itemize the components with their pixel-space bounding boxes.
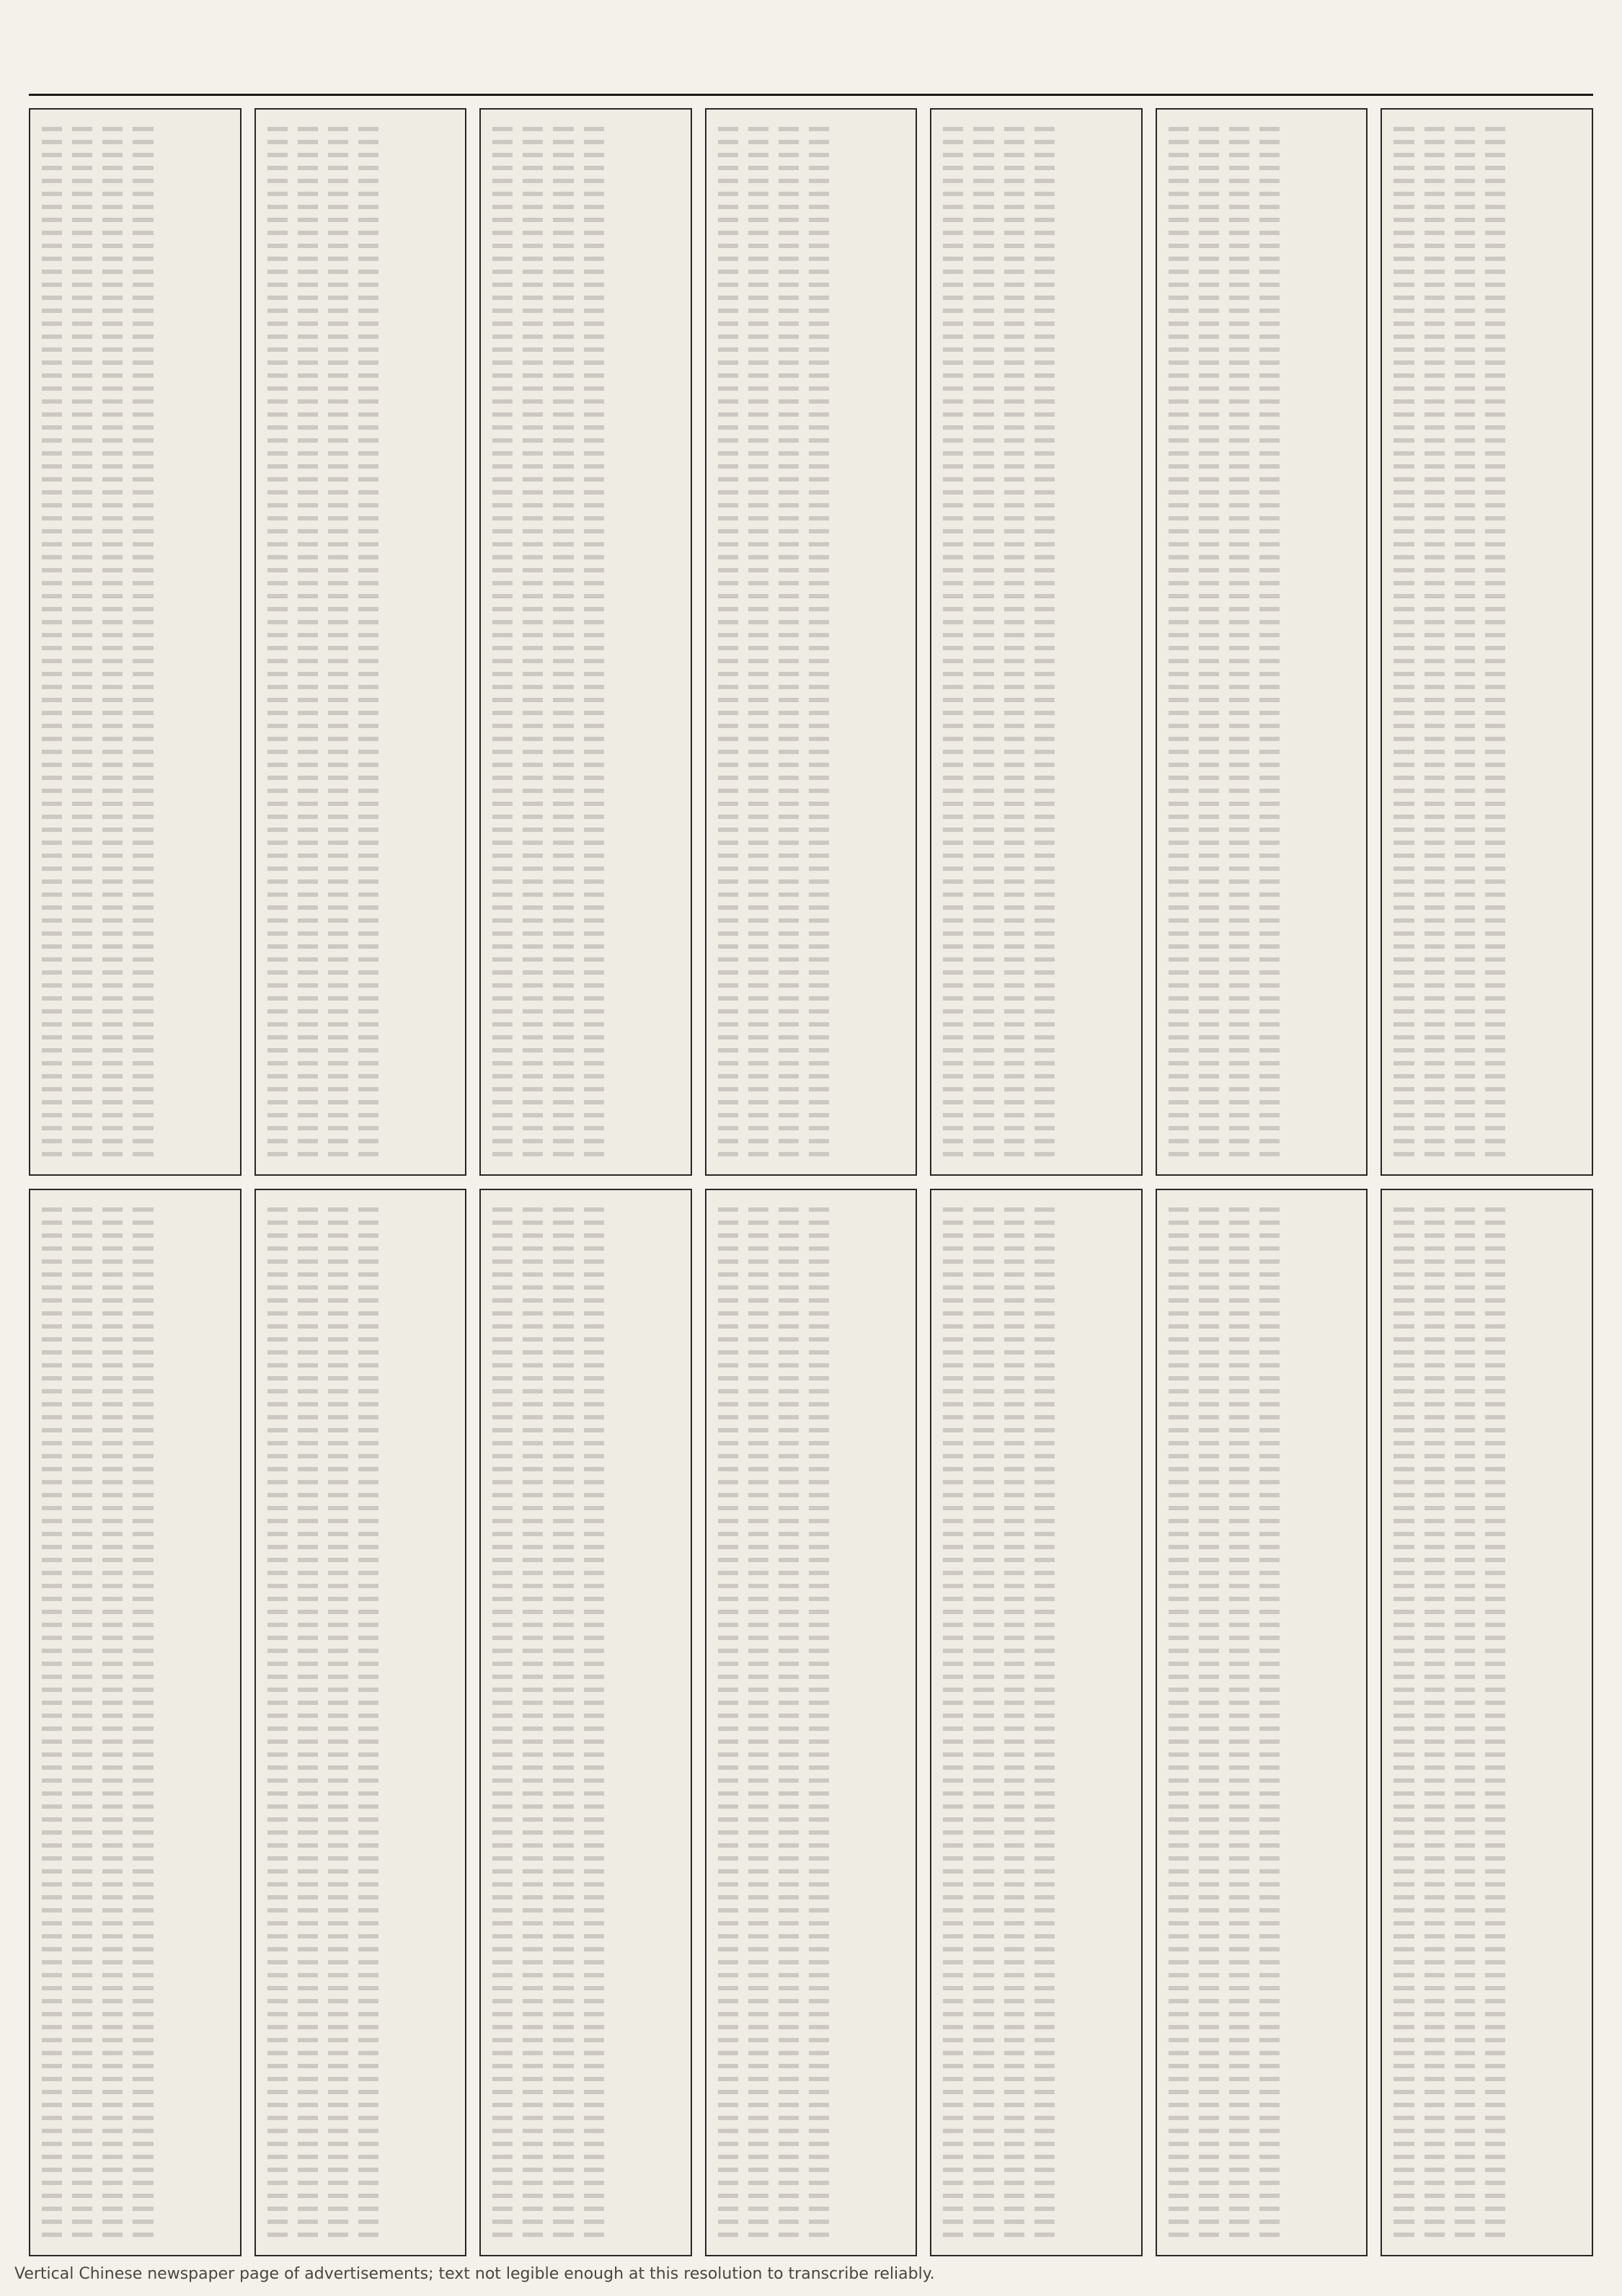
ad-text-columns bbox=[718, 1207, 830, 2238]
ad-text-columns bbox=[1169, 1207, 1280, 2238]
ad-text-columns bbox=[718, 127, 830, 1157]
newspaper-header bbox=[29, 29, 1593, 96]
ad-block bbox=[479, 1189, 692, 2256]
ad-text-columns bbox=[1393, 1207, 1505, 2238]
ad-block bbox=[254, 108, 467, 1176]
ad-block bbox=[29, 108, 241, 1176]
ad-block bbox=[1156, 1189, 1368, 2256]
advertisement-grid bbox=[29, 108, 1593, 2256]
ad-block bbox=[1156, 108, 1368, 1176]
transcription-note: Vertical Chinese newspaper page of advertisements; text not legible enough at this resolution to transcribe reliably. bbox=[14, 2265, 935, 2283]
ad-block bbox=[1381, 108, 1593, 1176]
ad-block bbox=[479, 108, 692, 1176]
ad-block bbox=[930, 1189, 1143, 2256]
ad-block bbox=[705, 1189, 918, 2256]
ad-text-columns bbox=[42, 1207, 154, 2238]
ad-text-columns bbox=[943, 127, 1055, 1157]
ad-block bbox=[29, 1189, 241, 2256]
ad-text-columns bbox=[42, 127, 154, 1157]
ad-block bbox=[705, 108, 918, 1176]
ad-text-columns bbox=[492, 1207, 604, 2238]
ad-block bbox=[930, 108, 1143, 1176]
ad-text-columns bbox=[1169, 127, 1280, 1157]
ad-text-columns bbox=[1393, 127, 1505, 1157]
ad-block bbox=[1381, 1189, 1593, 2256]
ad-block bbox=[254, 1189, 467, 2256]
ad-text-columns bbox=[267, 127, 379, 1157]
ad-text-columns bbox=[267, 1207, 379, 2238]
ad-text-columns bbox=[492, 127, 604, 1157]
ad-text-columns bbox=[943, 1207, 1055, 2238]
